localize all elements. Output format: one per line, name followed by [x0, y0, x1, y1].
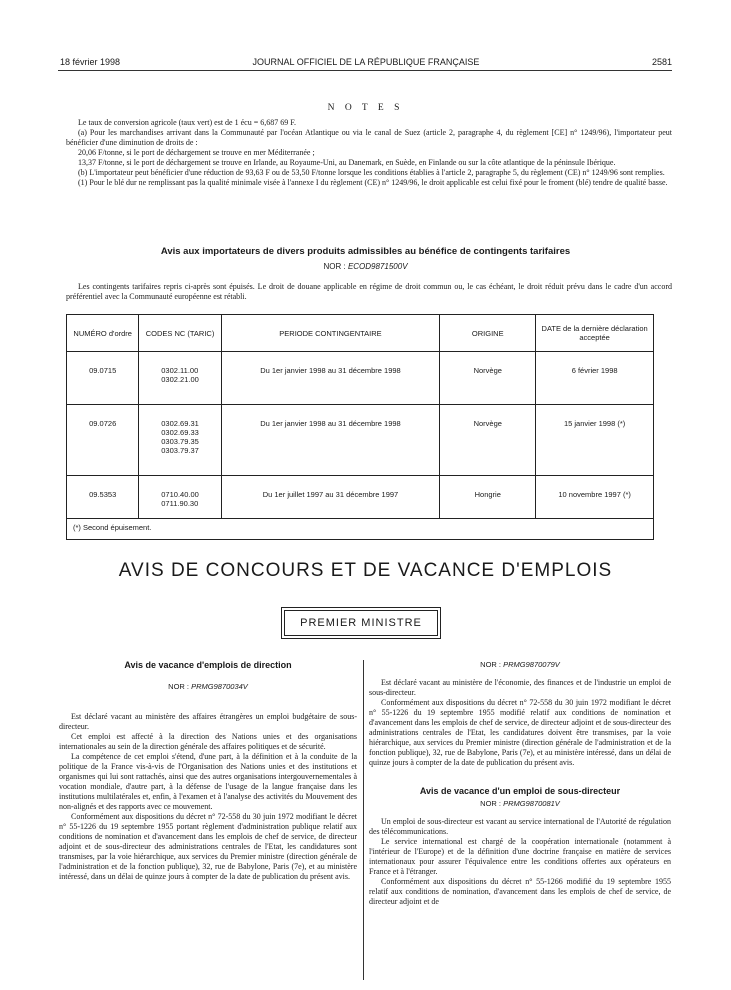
avis-nor	[0, 262, 731, 271]
nor-label: NOR :	[480, 660, 502, 669]
paragraph: Conformément aux dispositions du décret n° 72-558 du 30 juin 1972 modifiant le décret n° 55-1226 du 19 septembre 1955 modifié relatif aux conditions de nomination et d'avancement dans les emplois de chef de service, de directeur adjoint et de sous-directeur des administrations centrales de l'Etat, les candidatures doivent être transmises, par la voie hiérarchique, aux services du Premier ministre (direction générale de l'administration et de la fonction publique), 32, rue de Babylone, Paris (7e), et au ministère intéressé, dans un délai de quinze jours à compter de la date de publication du présent avis.	[369, 698, 671, 767]
cell-date: 15 janvier 1998 (*)	[536, 405, 654, 476]
cell-numero: 09.0715	[67, 352, 139, 405]
table-row	[67, 352, 654, 405]
table-row	[67, 476, 654, 519]
header-rule	[58, 70, 672, 71]
cell-periode: Du 1er juillet 1997 au 31 décembre 1997	[221, 476, 440, 519]
paragraph: Le service international est chargé de la coopération internationale (notamment à l'intérieur de l'Europe) et de la définition d'une doctrine française en matière de services internationaux pour assurer l'équivalence entre les conditions offertes aux opérateurs en France et à l'étranger.	[369, 837, 671, 876]
cell-origine: Hongrie	[440, 476, 536, 519]
th-date: DATE de la dernière déclaration acceptée	[536, 315, 654, 352]
th-numero: NUMÉRO d'ordre	[67, 315, 139, 352]
vacance-direction-title: Avis de vacance d'emplois de direction	[124, 660, 292, 670]
note-line: Le taux de conversion agricole (taux vert) est de 1 écu = 6,687 69 F.	[78, 118, 297, 127]
cell-periode: Du 1er janvier 1998 au 31 décembre 1998	[221, 352, 440, 405]
avis-intro: Les contingents tarifaires repris ci-après sont épuisés. Le droit de douane applicable en régime de droit commun ou, le cas échéant, le droit réduit prévu dans le cadre d'un accord préférentiel avec la Communauté européenne est rétabli.	[66, 282, 672, 301]
cell-codes	[139, 476, 221, 519]
right-column	[369, 660, 671, 907]
cell-codes	[139, 405, 221, 476]
cell-numero: 09.0726	[67, 405, 139, 476]
note-line: (a) Pour les marchandises arrivant dans la Communauté par l'océan Atlantique ou via le canal de Suez (article 2, paragraphe 4, du règlement [CE] n° 1249/96), l'importateur peut bénéficier d'une diminution de droits de :	[66, 128, 672, 147]
ministry-box	[284, 610, 438, 636]
table-row	[67, 405, 654, 476]
contingents-table	[66, 314, 654, 540]
paragraph: Est déclaré vacant au ministère de l'économie, des finances et de l'industrie un emploi de sous-directeur.	[369, 678, 671, 697]
notes-title: N O T E S	[327, 103, 404, 113]
vacance-sous-directeur-title: Avis de vacance d'un emploi de sous-directeur	[419, 786, 621, 796]
header-page-number: 2581	[651, 57, 672, 67]
note-line: 13,37 F/tonne, si le port de déchargement se trouve en Irlande, au Royaume-Uni, au Danemark, en Suède, en Finlande ou sur la côte atlantique de la péninsule Ibérique.	[78, 158, 616, 167]
paragraph: Est déclaré vacant au ministère des affaires étrangères un emploi budgétaire de sous-directeur.	[59, 712, 357, 731]
header-date: 18 février 1998	[60, 57, 121, 67]
avis-importateurs-title: Avis aux importateurs de divers produits admissibles au bénéfice de contingents tarifaires	[160, 246, 571, 257]
code-value: 0303.79.35	[161, 437, 199, 446]
table-footnote: (*) Second épuisement.	[67, 519, 654, 540]
code-value: 0711.90.30	[161, 499, 199, 508]
cell-codes	[139, 352, 221, 405]
nor-label: NOR :	[480, 799, 502, 808]
nor-label: NOR :	[323, 262, 346, 271]
paragraph: Conformément aux dispositions du décret n° 72-558 du 30 juin 1972 modifiant le décret n° 55-1226 du 19 septembre 1955 portant règlement d'administration publique relatif aux conditions de nomination et d'avancement dans les emplois de chef de service, de directeur adjoint et de sous-directeur des administrations centrales de l'Etat, les candidatures sont transmises, par la voie hiérarchique, aux services du Premier ministre (direction générale de l'administration et de la fonction publique), 32, rue de Babylone, Paris (7e), et au ministère intéressé, dans un délai de quinze jours à compter de la date de publication du présent avis.	[59, 812, 357, 881]
left-column	[59, 660, 357, 882]
code-value: 0302.11.00	[161, 366, 199, 375]
note-line: (1) Pour le blé dur ne remplissant pas la qualité minimale visée à l'annexe I du règlement (CE) n° 1249/96, le droit applicable est celui fixé pour le froment (blé) tendre de qualité basse.	[78, 178, 668, 187]
header-journal-title: JOURNAL OFFICIEL DE LA RÉPUBLIQUE FRANÇAISE	[252, 57, 480, 67]
code-value: 0302.21.00	[161, 375, 199, 384]
cell-origine: Norvège	[440, 405, 536, 476]
code-value: 0302.69.33	[161, 428, 199, 437]
nor-code: ECOD9871500V	[347, 262, 408, 271]
nor-code: PRMG9870034V	[191, 682, 248, 691]
paragraph: La compétence de cet emploi s'étend, d'une part, à la définition et à la conduite de la politique de la France vis-à-vis de l'Organisation des Nations unies et des institutions et organismes qui lui sont rattachés, ainsi que des autres organisations intergouvernementales à vocation mondiale, d'autre part, à la défense de l'usage de la langue française dans les institutions multilatérales et, enfin, à l'examen et à l'analyse des activités du Mouvement des non-alignés et des rapports avec ce mouvement.	[59, 752, 357, 811]
code-value: 0302.69.31	[161, 419, 199, 428]
nor-code: PRMG9870079V	[503, 660, 560, 669]
right-nor-1	[369, 660, 671, 670]
note-line: 20,06 F/tonne, si le port de déchargement se trouve en mer Méditerranée ;	[78, 148, 315, 157]
ministry-label: PREMIER MINISTRE	[300, 617, 422, 629]
right-nor-2	[369, 799, 671, 809]
note-line: (b) L'importateur peut bénéficier d'une réduction de 93,63 F ou de 53,50 F/tonne lorsque les conditions établies à l'article 2, paragraphe 5, du règlement (CE) n° 1249/96 sont remplies.	[78, 168, 665, 177]
cell-date: 6 février 1998	[536, 352, 654, 405]
paragraph: Un emploi de sous-directeur est vacant au service international de l'Autorité de régulation des télécommunications.	[369, 817, 671, 836]
cell-date: 10 novembre 1997 (*)	[536, 476, 654, 519]
code-value: 0710.40.00	[161, 490, 199, 499]
nor-label: NOR :	[168, 682, 190, 691]
code-value: 0303.79.37	[161, 446, 199, 455]
column-divider	[363, 660, 364, 980]
th-codes: CODES NC (TARIC)	[139, 315, 221, 352]
paragraph: Cet emploi est affecté à la direction des Nations unies et des organisations internationales au sein de la direction générale des affaires politiques et de sécurité.	[59, 732, 357, 751]
th-origine: ORIGINE	[440, 315, 536, 352]
paragraph: Conformément aux dispositions du décret n° 55-1266 modifié du 19 septembre 1955 relatif aux conditions de nomination, d'avancement dans les emplois de chef de service, de directeur adjoint et de	[369, 877, 671, 906]
cell-numero: 09.5353	[67, 476, 139, 519]
th-periode: PERIODE CONTINGENTAIRE	[221, 315, 440, 352]
notes-block	[66, 118, 672, 188]
cell-periode: Du 1er janvier 1998 au 31 décembre 1998	[221, 405, 440, 476]
concours-title: AVIS DE CONCOURS ET DE VACANCE D'EMPLOIS	[118, 560, 613, 581]
cell-origine: Norvège	[440, 352, 536, 405]
left-nor	[59, 682, 357, 692]
table-header-row	[67, 315, 654, 352]
nor-code: PRMG9870081V	[503, 799, 560, 808]
table-footnote-row	[67, 519, 654, 540]
